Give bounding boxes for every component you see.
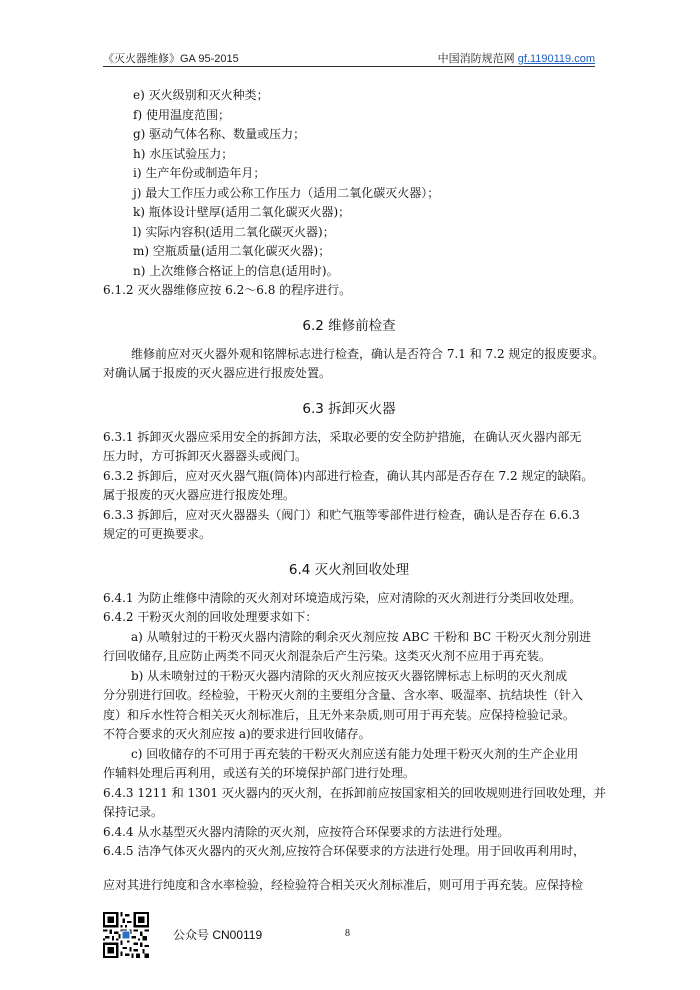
list-item: j) 最大工作压力或公称工作压力（适用二氧化碳灭火器）；: [133, 185, 440, 200]
paragraph-line: 维修前应对灭火器外观和铭牌标志进行检查，确认是否符合 7.1 和 7.2 规定的报废要求。: [131, 346, 605, 361]
paragraph-line: 不符合要求的灭火剂应按 a)的要求进行回收储存。: [103, 727, 371, 741]
clause-6-4-4: 6.4.4 从水基型灭火器内清除的灭火剂，应按符合环保要求的方法进行处理。: [103, 824, 510, 839]
paragraph-line: 分分别进行回收。经检验，干粉灭火剂的主要组分含量、含水率、吸湿率、抗结块性（针入: [103, 688, 584, 702]
list-item: l) 实际内容积(适用二氧化碳灭火器)；: [133, 224, 335, 239]
list-item: n) 上次维修合格证上的信息(适用时)。: [133, 263, 339, 278]
paragraph-line: 行回收储存,且应防止两类不同灭火剂混杂后产生污染。这类灭火剂不应用于再充装。: [103, 649, 551, 663]
paragraph-line: 规定的可更换要求。: [103, 527, 212, 541]
header-divider: [103, 66, 595, 67]
list-item: c) 回收储存的不可用于再充装的干粉灭火剂应送有能力处理干粉灭火剂的生产企业用: [131, 746, 579, 761]
document-title: 《灭火器维修》GA 95-2015: [103, 53, 239, 65]
list-item: g) 驱动气体名称、数量或压力；: [133, 127, 306, 141]
page-number: 8: [345, 928, 350, 939]
clause-6-4-1: 6.4.1 为防止维修中清除的灭火剂对环境造成污染，应对清除的灭火剂进行分类回收处理。: [103, 590, 582, 605]
list-item: f) 使用温度范围；: [133, 107, 230, 122]
list-item: m) 空瓶质量(适用二氧化碳灭火器)；: [133, 244, 331, 258]
section-heading-6-2: 6.2 维修前检查: [302, 317, 396, 334]
paragraph-line: 属于报废的灭火器应进行报废处理。: [103, 488, 296, 502]
paragraph-line: 对确认属于报废的灭火器应进行报废处置。: [103, 366, 332, 380]
list-item: a) 从喷射过的干粉灭火器内清除的剩余灭火剂应按 ABC 干粉和 BC 干粉灭火剂分别进: [131, 629, 592, 644]
section-heading-6-3: 6.3 拆卸灭火器: [302, 400, 396, 417]
list-item: e) 灭火级别和灭火种类；: [133, 88, 269, 102]
clause-6-3-1: 6.3.1 拆卸灭火器应采用安全的拆卸方法，采取必要的安全防护措施，在确认灭火器内部无: [103, 429, 582, 444]
page-footer: [103, 912, 595, 962]
clause-6-3-3: 6.3.3 拆卸后，应对灭火器器头（阀门）和贮气瓶等零部件进行检查，确认是否存在 6.6.3: [103, 507, 580, 522]
paragraph-line: 作辅料处理后再利用，或送有关的环境保护部门进行处理。: [103, 766, 416, 780]
site-url-link[interactable]: gf.1190119.com: [517, 53, 595, 65]
qr-code-icon: [103, 912, 149, 958]
site-name: 中国消防规范网: [437, 53, 515, 65]
list-item: b) 从未喷射过的干粉灭火器内清除的灭火剂应按灭火器铭牌标志上标明的灭火剂成: [131, 668, 568, 683]
paragraph-line: 应对其进行纯度和含水率检验，经检验符合相关灭火剂标准后，则可用于再充装。应保持检: [103, 877, 584, 892]
section-heading-6-4: 6.4 灭火剂回收处理: [288, 561, 410, 578]
wechat-account: 公众号 CN00119: [173, 928, 263, 942]
list-item: i) 生产年份或制造年月；: [133, 166, 266, 180]
clause-6-1-2: 6.1.2 灭火器维修应按 6.2～6.8 的程序进行。: [103, 283, 352, 297]
paragraph-line: 保持记录。: [103, 805, 164, 819]
list-item: k) 瓶体设计壁厚(适用二氧化碳灭火器)；: [133, 205, 351, 219]
clause-6-4-2: 6.4.2 干粉灭火剂的回收处理要求如下：: [103, 610, 318, 624]
paragraph-line: 度）和斥水性符合相关灭火剂标准后，且无外来杂质,则可用于再充装。应保持检验记录。: [103, 707, 575, 722]
paragraph-line: 压力时，方可拆卸灭火器器头或阀门。: [103, 449, 308, 463]
clause-6-3-2: 6.3.2 拆卸后，应对灭火器气瓶(筒体)内部进行检查，确认其内部是否存在 7.2 规定的缺陷。: [103, 468, 594, 483]
clause-6-4-5: 6.4.5 洁净气体灭火器内的灭火剂,应按符合环保要求的方法进行处理。用于回收再利用时，: [103, 844, 586, 858]
list-item: h) 水压试验压力；: [133, 146, 234, 161]
page-header: [103, 50, 595, 66]
clause-6-4-3: 6.4.3 1211 和 1301 灭火器内的灭火剂，在拆卸前应按国家相关的回收规则进行回收处理，并: [103, 785, 606, 800]
site-credit: [438, 50, 595, 66]
page-body: [103, 86, 606, 895]
